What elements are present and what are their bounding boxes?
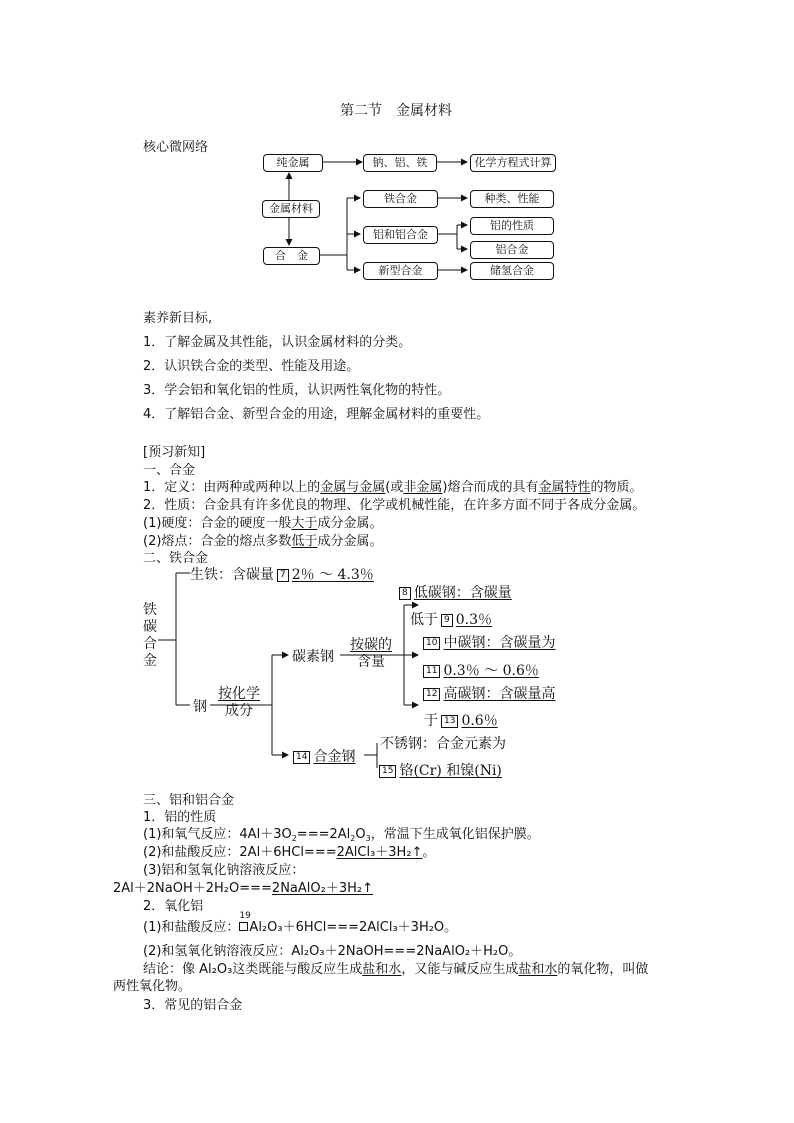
section-aluminum-heading: 三、铝和铝合金 bbox=[143, 793, 235, 808]
node-new-alloy: 新型合金 bbox=[363, 262, 438, 280]
alloy-properties: 2．性质：合金具有许多优良的物理、化学或机械性能，在许多方面不同于各成分金属。 bbox=[143, 498, 646, 513]
alloy-steel-row: 14 合金钢 bbox=[290, 746, 355, 766]
node-h-storage-alloy: 储氢合金 bbox=[470, 262, 554, 280]
by-composition-label: 按化学 成分 bbox=[218, 686, 260, 719]
blank-number-12: 12 bbox=[423, 688, 440, 701]
low-carbon-value-row: 低于 9 0.3％ bbox=[410, 612, 492, 628]
alloy-definition: 1．定义：由两种或两种以上的金属与金属(或非金属)熔合而成的具有金属特性的物质。 bbox=[143, 480, 643, 495]
high-carbon-row: 12 高碳钢：含碳量高 bbox=[420, 683, 555, 703]
al-oxygen-reaction: (1)和氧气反应：$4Al+3O_2===2Al_2O_3$，常温下生成氧化铝保护膜。 bbox=[143, 827, 540, 843]
blank-number-14: 14 bbox=[293, 751, 310, 764]
goal-item: 4．了解铝合金、新型合金的用途，理解金属材料的重要性。 bbox=[143, 407, 490, 422]
mid-carbon-row: 10 中碳钢：含碳量为 bbox=[420, 632, 555, 652]
mid-carbon-value-row: 11 0.3％ ～ 0.6％ bbox=[420, 660, 539, 680]
goal-item: 3．学会铝和氧化铝的性质，认识两性氧化物的特性。 bbox=[143, 383, 451, 398]
page-title: 第二节 金属材料 bbox=[340, 103, 452, 119]
node-na-al-fe: 钠、铝、铁 bbox=[363, 154, 437, 172]
al-hcl-reaction: (2)和盐酸反应：2Al＋6HCl===2AlCl₃＋3H₂↑。 bbox=[143, 845, 436, 860]
al-naoh-reaction: 2Al＋2NaOH＋2H₂O===2NaAlO₂＋3H₂↑ bbox=[113, 881, 373, 896]
by-carbon-content-label: 按碳的 含量 bbox=[350, 637, 392, 670]
node-alloy: 合 金 bbox=[263, 247, 320, 265]
blank-number-8: 8 bbox=[399, 587, 411, 600]
blank-number-9: 9 bbox=[441, 614, 453, 627]
blank-number-10: 10 bbox=[423, 637, 440, 650]
node-types-props: 种类、性能 bbox=[470, 190, 554, 208]
low-carbon-row: 8 低碳钢：含碳量 bbox=[396, 582, 512, 602]
node-al-and-alloy: 铝和铝合金 bbox=[363, 226, 438, 244]
goals-heading: 素养新目标, bbox=[143, 311, 213, 326]
section-iron-alloy-heading: 二、铁合金 bbox=[143, 551, 209, 566]
alloy-melting-point: (2)熔点：合金的熔点多数低于成分金属。 bbox=[143, 534, 383, 549]
core-network-label: 核心微网络 bbox=[143, 140, 209, 155]
pig-iron-row: 生铁：含碳量 7 2％ ～ 4.3％ bbox=[190, 567, 374, 583]
tree-root: 铁 碳 合 金 bbox=[143, 602, 157, 669]
preview-heading: [预习新知] bbox=[143, 445, 206, 460]
blank-number-7: 7 bbox=[277, 569, 289, 582]
alloy-hardness: (1)硬度：合金的硬度一般大于成分金属。 bbox=[143, 516, 383, 531]
stainless-value-row: 15 铬(Cr) 和镍(Ni) bbox=[376, 760, 502, 780]
al-naoh-heading: (3)铝和氢氧化钠溶液反应： bbox=[143, 863, 305, 878]
common-al-alloy-heading: 3．常见的铝合金 bbox=[143, 998, 243, 1013]
blank-number-11: 11 bbox=[423, 665, 440, 678]
node-pure-metal: 纯金属 bbox=[263, 154, 323, 172]
section-alloy-heading: 一、合金 bbox=[143, 463, 196, 478]
node-metal-materials: 金属材料 bbox=[262, 200, 320, 218]
node-al-alloy: 铝合金 bbox=[470, 241, 554, 259]
stainless-steel-row: 不锈钢：合金元素为 bbox=[380, 736, 506, 752]
node-iron-alloy: 铁合金 bbox=[363, 190, 438, 208]
node-equation-calc: 化学方程式计算 bbox=[470, 154, 556, 172]
steel-label: 钢 bbox=[193, 699, 207, 715]
alumina-heading: 2．氧化铝 bbox=[143, 899, 204, 914]
goal-item: 2．认识铁合金的类型、性能及用途。 bbox=[143, 359, 360, 374]
blank-number-15: 15 bbox=[379, 765, 396, 778]
blank-number-19: 19 bbox=[239, 911, 251, 921]
goal-item: 1．了解金属及其性能，认识金属材料的分类。 bbox=[143, 335, 412, 350]
conclusion-line-1: 结论：像 Al₂O₃这类既能与酸反应生成盐和水，又能与碱反应生成盐和水的氧化物，叫做 bbox=[143, 962, 649, 977]
blank-number-13: 13 bbox=[441, 715, 458, 728]
node-al-props: 铝的性质 bbox=[470, 217, 554, 235]
alumina-naoh-reaction: (2)和氢氧化钠溶液反应：Al₂O₃＋2NaOH===2NaAlO₂＋H₂O。 bbox=[143, 944, 522, 959]
al-props-heading: 1．铝的性质 bbox=[143, 810, 217, 825]
alumina-hcl-reaction: (1)和盐酸反应： 19 Al₂O₃＋6HCl===2AlCl₃＋3H₂O。 bbox=[143, 911, 458, 935]
high-carbon-value-row: 于 13 0.6％ bbox=[424, 713, 498, 729]
carbon-steel-label: 碳素钢 bbox=[292, 649, 334, 665]
conclusion-line-2: 两性氧化物。 bbox=[113, 979, 192, 994]
